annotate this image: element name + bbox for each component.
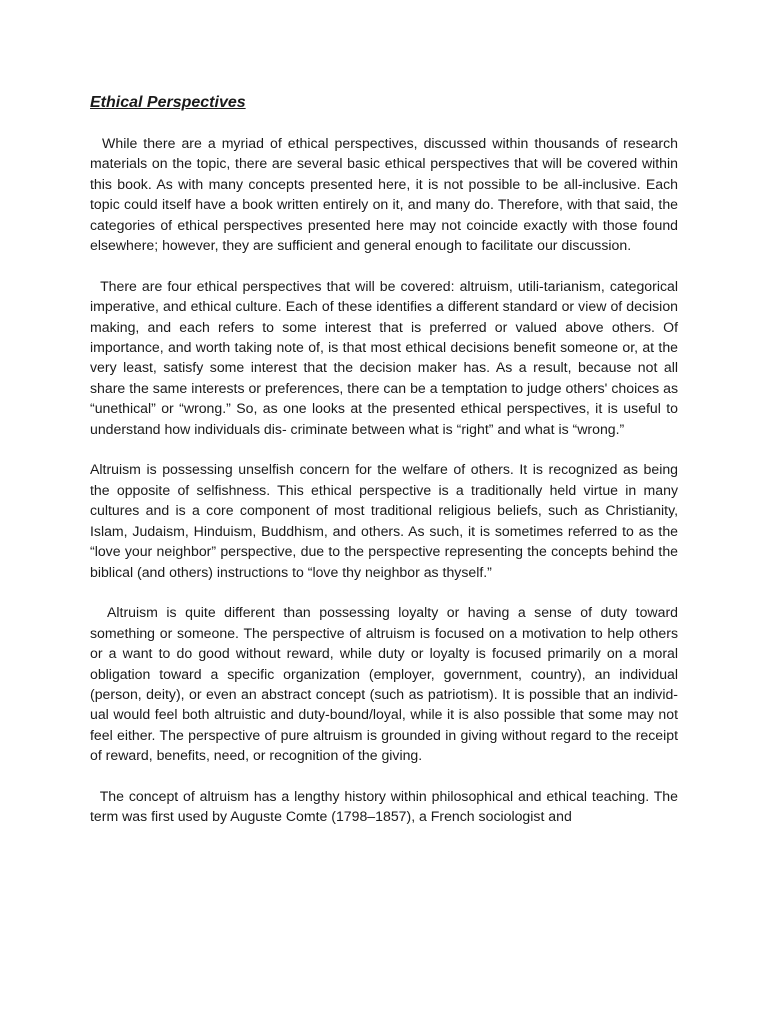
paragraph-four-perspectives: There are four ethical perspectives that will be covered: altruism, utili-tarianism, categorical imperative, and ethical culture. Each of these identifies a different standard or view of decision making, and each refers to some interest that is preferred or valued above others. Of importance, and worth taking note of, is that most ethical decisions benefit someone or, at the very least, satisfy some interest that the decision maker has. As a result, because not all share the same interests or preferences, there can be a temptation to judge others' choices as “unethical” or “wrong.” So, as one looks at the presented ethical perspectives, it is useful to understand how individuals dis- criminate between what is “right” and what is “wrong.”: [90, 277, 678, 437]
paragraph-intro: While there are a myriad of ethical perspectives, discussed within thousands of research materials on the topic, there are several basic ethical perspectives that will be covered within this book. As with many concepts presented here, it is not possible to be all-inclusive. Each topic could itself have a book written entirely on it, and many do. Therefore, with that said, the categories of ethical perspectives presented here may not coincide exactly with those found elsewhere; however, they are sufficient and general enough to facilitate our discussion.: [90, 135, 678, 254]
document-page: [90, 92, 678, 847]
paragraph-altruism-vs-loyalty: Altruism is quite different than possessing loyalty or having a sense of duty toward something or someone. The perspective of altruism is focused on a motivation to help others or a want to do good without reward, while duty or loyalty is focused primarily on a moral obligation toward a specific organization (employer, government, country), an individual (person, deity), or even an abstract concept (such as patriotism). It is possible that an individ- ual would feel both altruistic and duty-bound/loyal, while it is also possible that some may not feel either. The perspective of pure altruism is grounded in giving without regard to the receipt of reward, benefits, need, or recognition of the giving.: [90, 604, 678, 764]
paragraph-altruism-definition: Altruism is possessing unselfish concern for the welfare of others. It is recognized as being the opposite of selfishness. This ethical perspective is a traditionally held virtue in many cultures and is a core component of most traditional religious beliefs, such as Christianity, Islam, Judaism, Hinduism, Buddhism, and others. As such, it is sometimes referred to as the “love your neighbor” perspective, due to the perspective representing the concepts behind the biblical (and others) instructions to “love thy neighbor as thyself.”: [90, 461, 678, 580]
paragraph-altruism-history: The concept of altruism has a lengthy history within philosophical and ethical teaching. The term was first used by Auguste Comte (1798–1857), a French sociologist and: [90, 787, 678, 825]
page-title: Ethical Perspectives: [90, 94, 246, 111]
